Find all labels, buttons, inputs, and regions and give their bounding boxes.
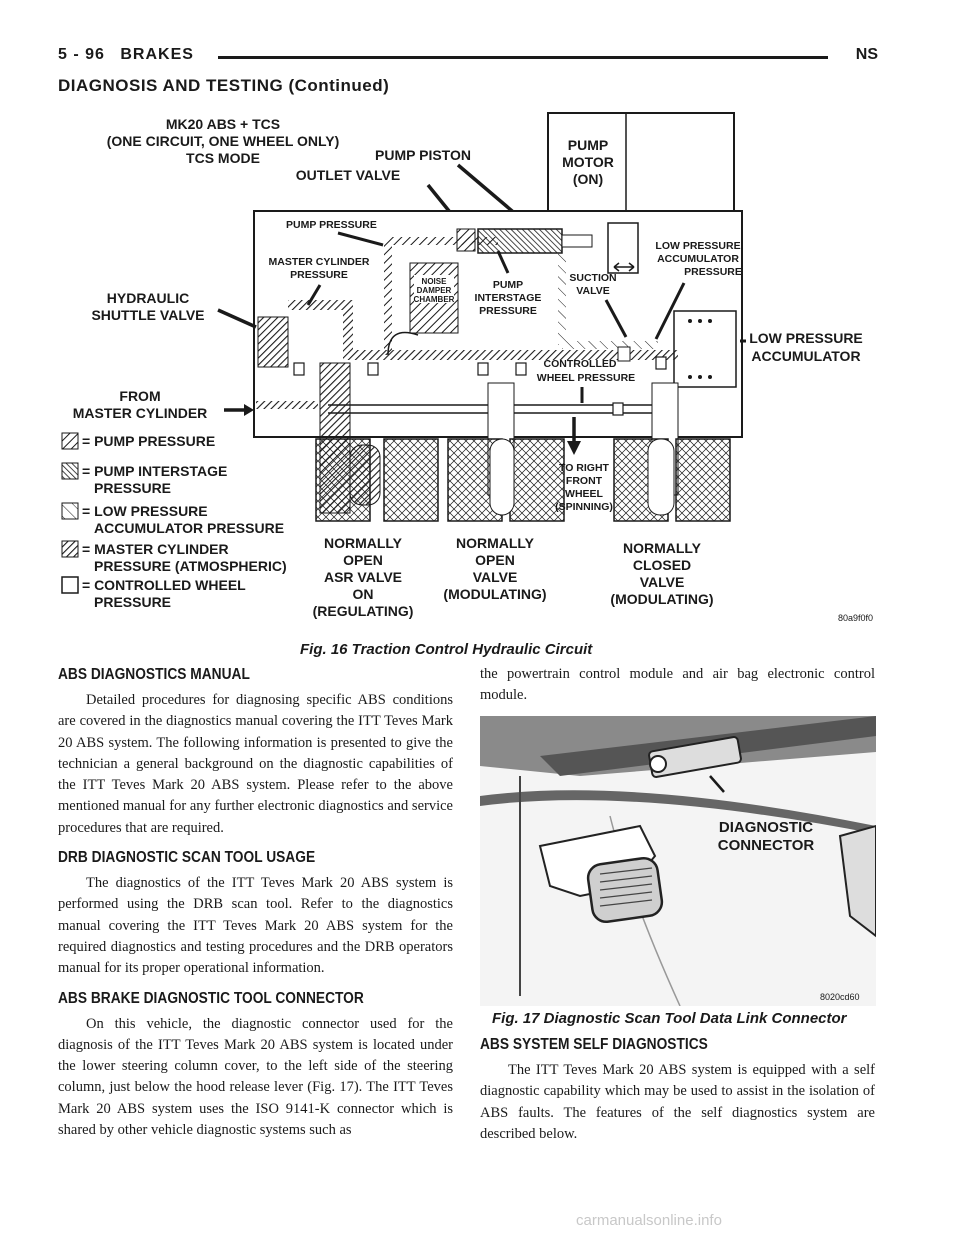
- lpa-pressure-label-1: LOW PRESSURE: [655, 240, 741, 252]
- shuttle-valve-label-1: HYDRAULIC: [106, 290, 190, 306]
- asr-label-1: NORMALLY: [323, 535, 403, 551]
- legend-swatch-pump-pressure: [62, 433, 78, 449]
- asr-armature: [350, 445, 380, 505]
- traction-control-hydraulic-diagram: [58, 105, 880, 665]
- lpa-label-2: ACCUMULATOR: [751, 348, 861, 364]
- page-number: 5 - 96: [58, 46, 105, 63]
- no-valve-label-2: OPEN: [475, 552, 515, 568]
- header-left: [58, 46, 204, 64]
- legend-mc-1: = MASTER CYLINDER: [82, 541, 229, 557]
- no-valve-label-3: VALVE: [472, 569, 518, 585]
- connector-bolt: [650, 756, 666, 772]
- asr-label-5: (REGULATING): [312, 603, 414, 619]
- suction-valve-label-1: SUCTION: [569, 272, 617, 284]
- suction-valve-seat: [618, 347, 630, 361]
- pump-piston-label: PUMP PISTON: [375, 147, 471, 163]
- noise-damper-label-2: DAMPER: [416, 286, 452, 295]
- noise-damper-label-3: CHAMBER: [413, 295, 455, 304]
- outlet-valve-body: [457, 229, 475, 251]
- mc-pressure-label-1: MASTER CYLINDER: [268, 256, 370, 268]
- lpa-piston: [674, 311, 736, 387]
- abs-manual-body: Detailed procedures for diagnosing specific ABS conditions are covered in the diagnostics manual covering the ITT Teves Mark 20 ABS system. The following information is presented to give the technician a general background on the diagnostic capabilities of the ITT Teves Mark 20 ABS system. Please refer to the above mentioned manual for any further electronic diagnostics and service procedures that are required.: [58, 692, 453, 836]
- pump-motor-label-1: PUMP: [567, 137, 609, 153]
- watermark: carmanualsonline.info: [576, 1212, 722, 1229]
- nc-armature: [648, 439, 674, 515]
- no-valve-label-4: (MODULATING): [443, 586, 547, 602]
- to-wheel-label-3: WHEEL: [565, 488, 603, 500]
- suction-valve-label-2: VALVE: [576, 285, 610, 297]
- legend-interstage-2: PRESSURE: [94, 480, 172, 496]
- diagnostic-connector-photo: [480, 716, 876, 1006]
- section-title: DIAGNOSIS AND TESTING (Continued): [58, 76, 390, 95]
- pump-interstage-label-1: PUMP: [492, 279, 524, 291]
- asr-label-3: ASR VALVE: [323, 569, 403, 585]
- self-diag-heading: ABS SYSTEM SELF DIAGNOSTICS: [480, 1036, 708, 1053]
- legend-interstage-1: = PUMP INTERSTAGE: [82, 463, 228, 479]
- noise-damper-label-1: NOISE: [421, 277, 447, 286]
- legend-lpa-2: ACCUMULATOR PRESSURE: [94, 520, 285, 536]
- fig16-title-line2: (ONE CIRCUIT, ONE WHEEL ONLY): [106, 133, 340, 149]
- from-mc-label-1: FROM: [119, 388, 161, 404]
- drb-heading: DRB DIAGNOSTIC SCAN TOOL USAGE: [58, 849, 316, 867]
- vehicle-code: NS: [855, 46, 878, 63]
- legend-pump-pressure: = PUMP PRESSURE: [82, 433, 216, 449]
- lpa-label-1: LOW PRESSURE: [749, 330, 863, 346]
- nc-valve-label-3: VALVE: [639, 574, 685, 590]
- left-column: [58, 666, 453, 1141]
- legend-swatch-controlled-wheel: [62, 577, 78, 593]
- pump-motor-label-3: (ON): [572, 171, 604, 187]
- from-mc-label-2: MASTER CYLINDER: [72, 405, 208, 421]
- no-armature: [490, 439, 514, 515]
- connector-heading: ABS BRAKE DIAGNOSTIC TOOL CONNECTOR: [58, 989, 364, 1007]
- pump-piston-rod: [562, 235, 592, 247]
- drb-body: The diagnostics of the ITT Teves Mark 20 ABS system is performed using the DRB scan tool. Refer to the diagnostics manual covering the ITT Teves Mark 20 ABS system for the required diagnostics and testing procedures and the DRB operators manual for its proper operational information.: [58, 875, 453, 977]
- pump-piston-body: [478, 229, 562, 253]
- fig17-label-1: DIAGNOSTIC: [718, 819, 814, 836]
- pump-pressure-label: PUMP PRESSURE: [286, 219, 377, 231]
- continuation-text: the powertrain control module and air bag electronic control module.: [480, 666, 875, 704]
- cwp-label-1: CONTROLLED: [543, 358, 617, 370]
- lpa-pressure-label-2: ACCUMULATOR: [657, 253, 739, 265]
- legend-swatch-interstage: [62, 463, 78, 479]
- to-wheel-arrowhead: [567, 441, 581, 455]
- legend-mc-2: PRESSURE (ATMOSPHERIC): [94, 558, 287, 574]
- fig17-label-2: CONNECTOR: [717, 837, 815, 854]
- nc-valve-label-4: (MODULATING): [610, 591, 714, 607]
- right-column: [480, 664, 875, 707]
- connector-body: On this vehicle, the diagnostic connector used for the diagnosis of the ITT Teves Mark 20 ABS system is located under the lower steering column cover, to the left side of the steering column, just below the hood release lever (Fig. 17). The ITT Teves Mark 20 ABS system uses the ISO 9141-K connector which is shared by other vehicle diagnostic systems such as: [58, 1015, 453, 1139]
- nc-coil-right: [676, 439, 730, 521]
- fig16-title-line1: MK20 ABS + TCS: [165, 116, 281, 132]
- legend-swatch-lpa: [62, 503, 78, 519]
- shuttle-valve-body: [258, 317, 288, 367]
- asr-label-4: ON: [352, 586, 374, 602]
- to-wheel-label-4: (SPINNING): [555, 501, 613, 513]
- from-mc-arrowhead: [244, 404, 254, 416]
- nc-valve-label-1: NORMALLY: [622, 540, 702, 556]
- header-rule: [218, 56, 828, 59]
- section-name: BRAKES: [120, 46, 194, 63]
- legend-lpa-1: = LOW PRESSURE: [82, 503, 208, 519]
- abs-manual-heading: ABS DIAGNOSTICS MANUAL: [58, 666, 250, 683]
- fig16-title-line3: TCS MODE: [186, 150, 260, 166]
- self-diag-section: [480, 1036, 875, 1145]
- self-diag-body: The ITT Teves Mark 20 ABS system is equipped with a self diagnostic capability which may be used to assist in the isolation of ABS faults. The features of the self diagnostics system are described below.: [480, 1062, 875, 1142]
- fig17-code: 8020cd60: [820, 992, 860, 1002]
- fig16-caption: Fig. 16 Traction Control Hydraulic Circuit: [300, 641, 593, 658]
- to-wheel-label-1: TO RIGHT: [559, 462, 609, 474]
- legend-cwp-2: PRESSURE: [94, 594, 172, 610]
- outlet-valve-label: OUTLET VALVE: [295, 167, 401, 183]
- nc-valve-label-2: CLOSED: [632, 557, 692, 573]
- no-valve-label-1: NORMALLY: [455, 535, 535, 551]
- pump-interstage-label-3: PRESSURE: [479, 305, 537, 317]
- asr-coil-right: [384, 439, 438, 521]
- fig17-caption: Fig. 17 Diagnostic Scan Tool Data Link Connector: [492, 1010, 847, 1027]
- cwp-label-2: WHEEL PRESSURE: [536, 372, 636, 384]
- fig16-code: 80a9f0f0: [838, 613, 874, 623]
- mc-pressure-label-2: PRESSURE: [290, 269, 348, 281]
- shuttle-valve-arrow: [218, 310, 256, 327]
- legend-swatch-master-cylinder: [62, 541, 78, 557]
- pump-interstage-label-2: INTERSTAGE: [474, 292, 542, 304]
- asr-label-2: OPEN: [343, 552, 383, 568]
- legend-cwp-1: = CONTROLLED WHEEL: [82, 577, 246, 593]
- shuttle-valve-label-2: SHUTTLE VALVE: [91, 307, 205, 323]
- page-header: [58, 46, 878, 72]
- to-wheel-label-2: FRONT: [565, 475, 603, 487]
- lpa-pressure-label-3: PRESSURE: [684, 266, 742, 278]
- brake-pedal-pad: [586, 856, 663, 923]
- pump-eccentric: [608, 223, 638, 273]
- pump-motor-label-2: MOTOR: [562, 154, 614, 170]
